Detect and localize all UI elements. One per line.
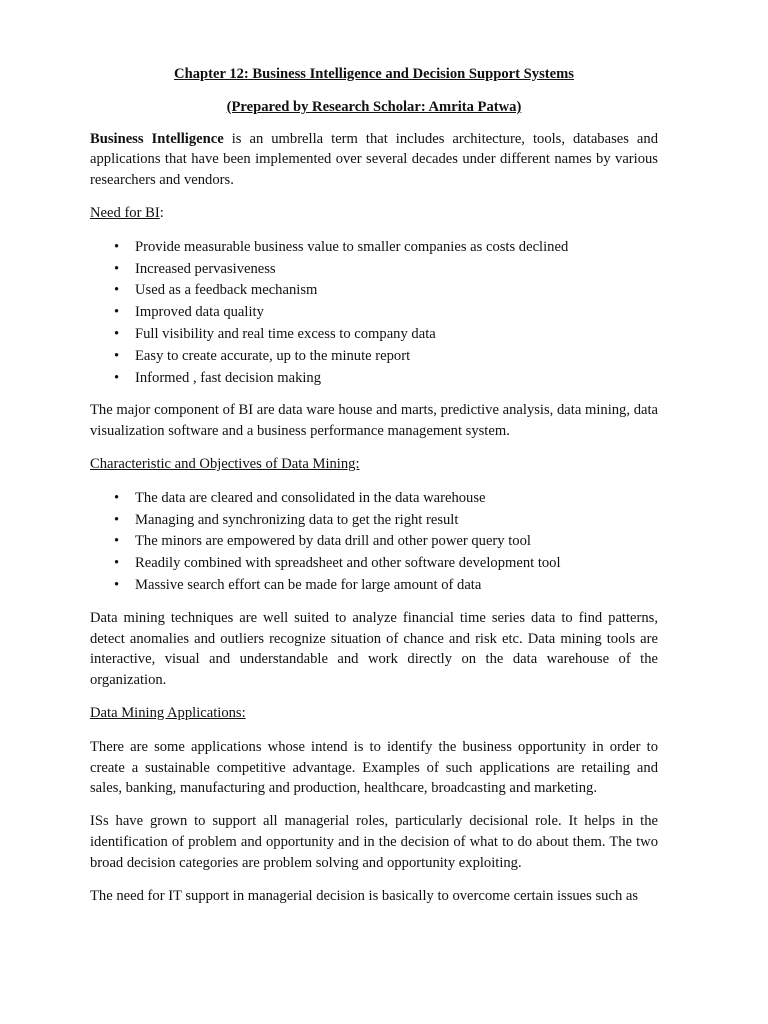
list-item: • Full visibility and real time excess to company data xyxy=(90,324,658,345)
list-item: • Used as a feedback mechanism xyxy=(90,280,658,301)
major-component-paragraph: The major component of BI are data ware house and marts, predictive analysis, data mining, data visualization software and a business performance management system. xyxy=(90,402,658,440)
data-mining-applications-heading: Data Mining Applications: xyxy=(90,704,246,721)
list-item: • The minors are empowered by data drill and other power query tool xyxy=(90,531,658,552)
list-item: • The data are cleared and consolidated in the data warehouse xyxy=(90,488,658,509)
iss-paragraph: ISs have grown to support all managerial roles, particularly decisional role. It helps in the identification of problem and opportunity and in the decision of what to do about them. The two broad decision categories are problem solving and opportunity exploiting. xyxy=(90,813,658,871)
it-support-paragraph: The need for IT support in managerial decision is basically to overcome certain issues such as xyxy=(90,887,639,904)
list-item: • Provide measurable business value to smaller companies as costs declined xyxy=(90,237,658,258)
list-item: • Informed , fast decision making xyxy=(90,368,658,389)
data-mining-characteristics-heading-line xyxy=(90,454,658,475)
data-mining-applications-heading-line xyxy=(90,703,658,724)
list-item: • Increased pervasiveness xyxy=(90,259,658,280)
data-mining-characteristics-heading: Characteristic and Objectives of Data Mining: xyxy=(90,455,360,472)
intro-term: Business Intelligence xyxy=(90,130,224,147)
list-item: • Readily combined with spreadsheet and other software development tool xyxy=(90,553,658,574)
need-for-bi-heading: Need for BI xyxy=(90,204,160,221)
intro-paragraph xyxy=(90,129,658,191)
list-item: • Massive search effort can be made for large amount of data xyxy=(90,575,658,596)
list-item: • Managing and synchronizing data to get the right result xyxy=(90,510,658,531)
need-for-bi-list xyxy=(90,237,658,389)
data-mining-techniques-paragraph: Data mining techniques are well suited to analyze financial time series data to find patterns, detect anomalies and outliers recognize situation of chance and risk etc. Data mining tools are interactive, visual and understandable and work directly on the data warehouse of the organization. xyxy=(90,609,658,689)
list-item: • Easy to create accurate, up to the minute report xyxy=(90,346,658,367)
list-item: • Improved data quality xyxy=(90,302,658,323)
chapter-title: Chapter 12: Business Intelligence and Decision Support Systems xyxy=(174,66,574,82)
author-line: (Prepared by Research Scholar: Amrita Patwa) xyxy=(226,98,522,115)
data-mining-characteristics-list xyxy=(90,488,658,596)
need-for-bi-colon: : xyxy=(159,204,164,221)
data-mining-applications-paragraph: There are some applications whose intend is to identify the business opportunity in order to create a sustainable competitive advantage. Examples of such applications are retailing and sales, banking, manufacturing and production, healthcare, broadcasting and marketing. xyxy=(90,738,658,797)
intro-text: is an umbrella term that includes architecture, tools, databases and applications that have been implemented over several decades under different names by various researchers and vendors. xyxy=(90,130,659,189)
document-page xyxy=(90,64,658,918)
need-for-bi-heading-line xyxy=(90,203,658,224)
